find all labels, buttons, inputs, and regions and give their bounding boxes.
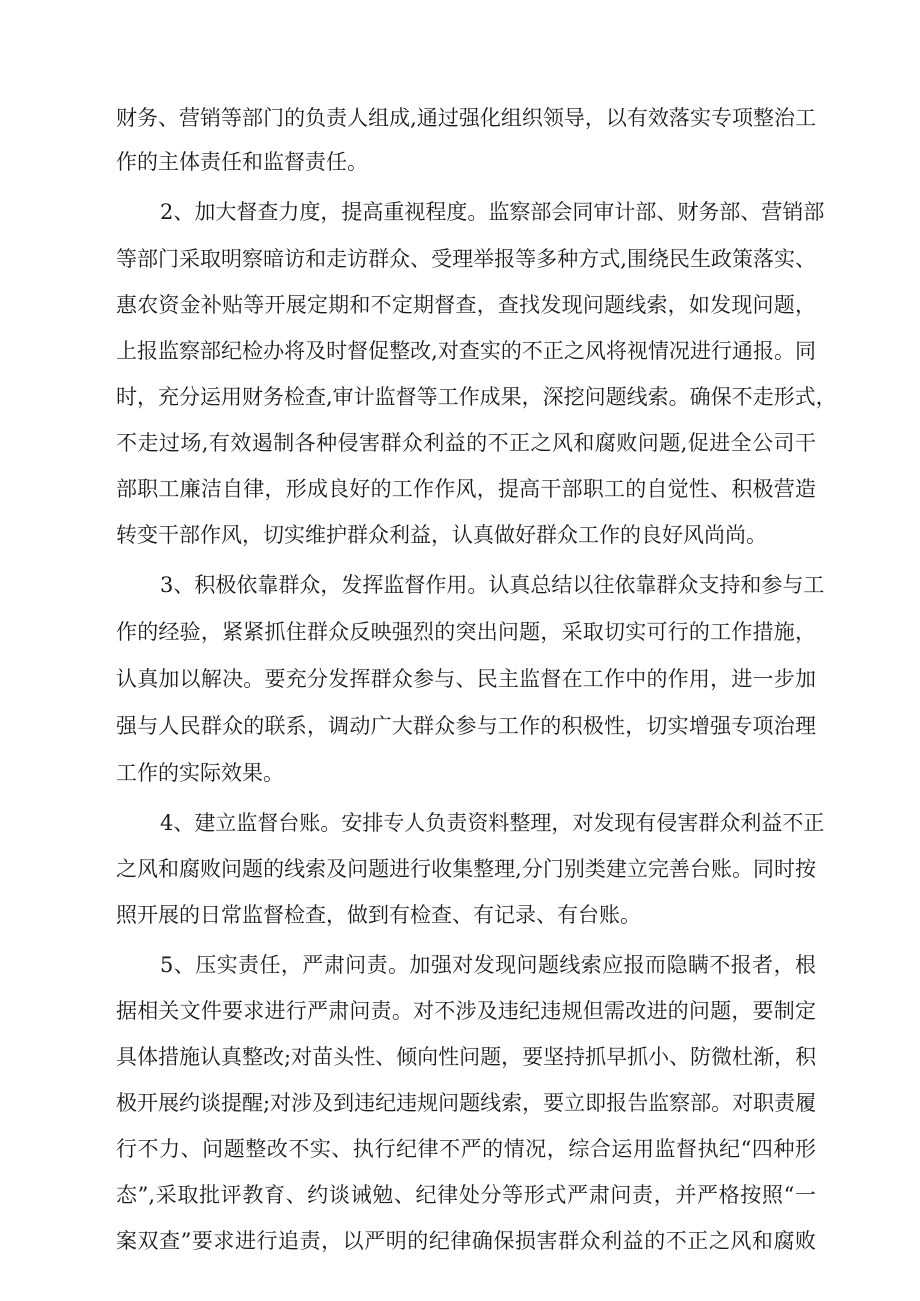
text-line: 行不力、问题整改不实、执行纪律不严的情况，综合运用监督执纪“四种形 (116, 1137, 816, 1161)
text-line: 时，充分运用财务检查,审计监督等工作成果，深挖问题线索。确保不走形式， (116, 385, 837, 409)
text-line: 等部门采取明察暗访和走访群众、受理举报等多种方式,围绕民生政策落实、 (116, 247, 816, 271)
text-line: 惠农资金补贴等开展定期和不定期督查，查找发现问题线索，如发现问题， (116, 293, 816, 317)
text-line: 案双查”要求进行追责，以严明的纪律确保损害群众利益的不正之风和腐败 (116, 1229, 816, 1253)
paragraph-5-first-line: 5、压实责任，严肃问责。加强对发现问题线索应报而隐瞒不报者，根 (160, 953, 816, 977)
paragraph-4-first-line: 4、建立监督台账。安排专人负责资料整理，对发现有侵害群众利益不正 (160, 811, 825, 835)
text-line: 照开展的日常监督检查，做到有检查、有记录、有台账。 (116, 903, 641, 927)
text-line: 上报监察部纪检办将及时督促整改,对查实的不正之风将视情况进行通报。同 (116, 339, 816, 363)
text-line: 强与人民群众的联系，调动广大群众参与工作的积极性，切实增强专项治理 (116, 714, 816, 738)
text-line: 之风和腐败问题的线索及问题进行收集整理,分门别类建立完善台账。同时按 (116, 857, 816, 881)
text-line: 财务、营销等部门的负责人组成,通过强化组织领导，以有效落实专项整治工 (116, 106, 816, 130)
text-line: 作的经验，紧紧抓住群众反映强烈的突出问题，采取切实可行的工作措施， (116, 620, 816, 644)
text-line: 不走过场,有效遏制各种侵害群众利益的不正之风和腐败问题,促进全公司干 (116, 431, 816, 455)
text-line: 具体措施认真整改;对苗头性、倾向性问题，要坚持抓早抓小、防微杜渐，积 (116, 1045, 817, 1069)
text-line: 极开展约谈提醒;对涉及到违纪违规问题线索，要立即报告监察部。对职责履 (116, 1091, 817, 1115)
text-line: 作的主体责任和监督责任。 (116, 150, 368, 174)
paragraph-2-first-line: 2、加大督查力度，提高重视程度。监察部会同审计部、财务部、营销部 (160, 200, 825, 224)
text-line: 态”,采取批评教育、约谈诫勉、纪律处分等形式严肃问责，并严格按照“一 (116, 1183, 816, 1207)
text-line: 工作的实际效果。 (116, 761, 284, 785)
text-line: 据相关文件要求进行严肃问责。对不涉及违纪违规但需改进的问题，要制定 (116, 999, 816, 1023)
paragraph-3-first-line: 3、积极依靠群众，发挥监督作用。认真总结以往依靠群众支持和参与工 (160, 573, 825, 597)
text-line: 转变干部作风，切实维护群众利益，认真做好群众工作的良好风尚尚。 (116, 523, 767, 547)
text-line: 部职工廉洁自律，形成良好的工作作风，提高干部职工的自觉性、积极营造 (116, 477, 816, 501)
text-line: 认真加以解决。要充分发挥群众参与、民主监督在工作中的作用，进一步加 (116, 667, 816, 691)
